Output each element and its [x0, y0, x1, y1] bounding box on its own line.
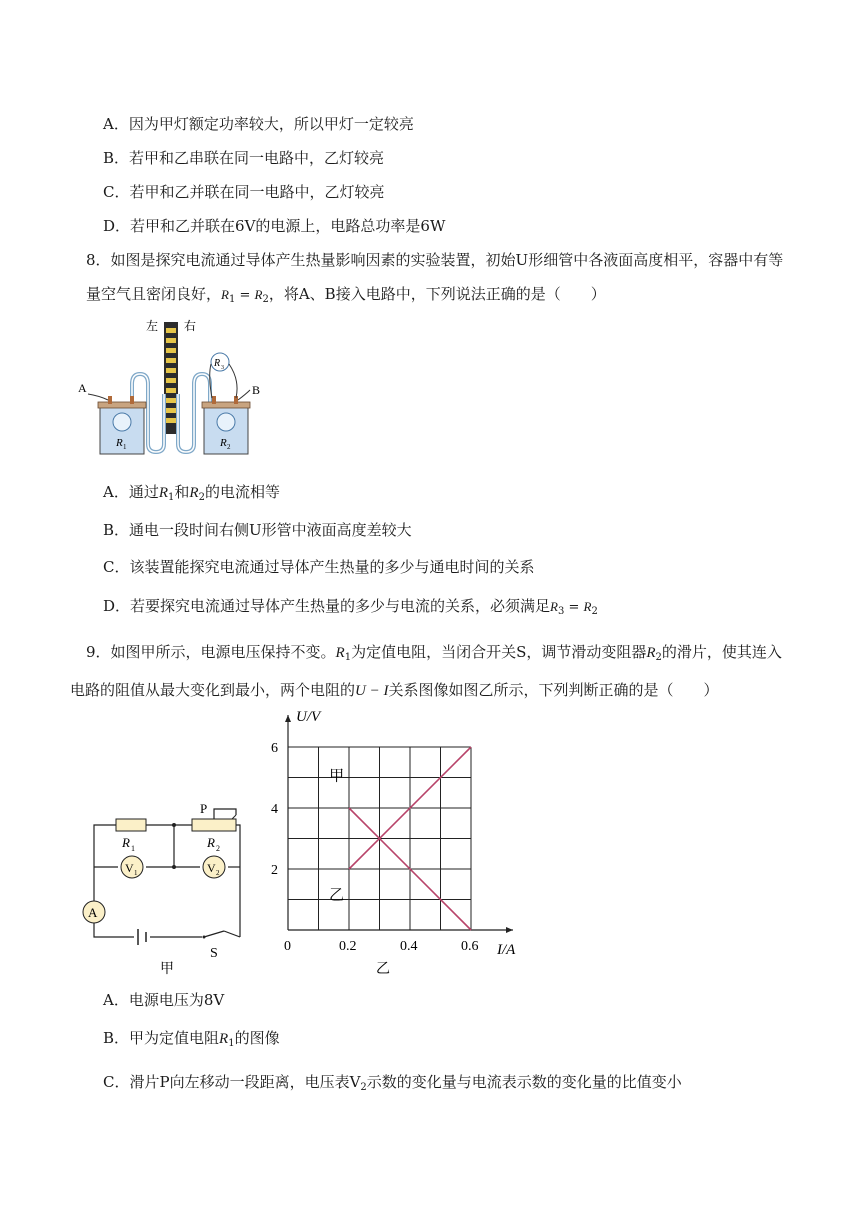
series-label: 乙 — [329, 887, 345, 904]
q9-stem-line1 — [86, 642, 782, 668]
label-v2-sub: 2 — [216, 869, 220, 877]
q9-option-b-post: 的图像 — [234, 1029, 280, 1047]
q8-option-a-r1: R — [158, 485, 169, 501]
x-axis-arrow — [506, 927, 513, 933]
x-axis-label: I/A — [497, 942, 516, 958]
r1-resistor — [116, 819, 146, 831]
q8-option-d — [103, 596, 598, 622]
label-r1: R — [116, 437, 123, 449]
r3-wire-right — [229, 364, 237, 398]
q9-stem-r2: R — [646, 645, 656, 661]
label-left: 左 — [146, 319, 159, 333]
q8-option-a-r1-sub: 1 — [168, 492, 175, 503]
q8-stem-line2-post: ，将A、B接入电路中，下列说法正确的是（ ） — [268, 285, 606, 303]
x-tick-label: 0.2 — [339, 939, 357, 954]
q7-option-b: B．若甲和乙串联在同一电路中，乙灯较亮 — [103, 149, 385, 167]
r2-coil — [217, 413, 235, 431]
q9-stem-r1: R — [335, 645, 345, 661]
q9-circuit-diagram — [74, 795, 274, 980]
r1-coil — [113, 413, 131, 431]
q9-stem-line2-pre: 电路的阻值从最大变化到最小，两个电阻的 — [70, 681, 356, 699]
q8-stem-line2 — [86, 284, 606, 310]
q9-stem-line2 — [70, 680, 718, 701]
q9-stem-r1-sub: 1 — [344, 652, 352, 663]
q9-stem-line1-post: 的滑片，使其连入 — [661, 643, 782, 661]
q7-option-d: D．若甲和乙并联在6V的电源上，电路总功率是6W — [103, 217, 446, 235]
eq-r2-sub: 2 — [262, 294, 269, 305]
label-r2: R — [207, 835, 215, 850]
label-r3: R — [214, 358, 221, 369]
right-lid — [202, 402, 250, 408]
q9-stem-line1-pre: 9．如图甲所示，电源电压保持不变。 — [86, 643, 336, 661]
y-tick-label: 4 — [271, 802, 278, 817]
q9-stem-ui: U − I — [355, 683, 389, 699]
label-v1: V — [125, 861, 134, 875]
q8-option-a-r2-sub: 2 — [198, 492, 205, 503]
eq-r2b-sub: 2 — [591, 606, 598, 617]
q8-option-a-post: 的电流相等 — [204, 483, 280, 501]
label-s: S — [210, 946, 218, 961]
eq-r2: R — [254, 287, 263, 302]
q8-option-a-r2: R — [189, 485, 199, 501]
q9-option-b-r1-sub: 1 — [228, 1038, 235, 1049]
left-lid — [98, 402, 146, 408]
label-r2: R — [220, 437, 227, 449]
q9-stem-line2-post: 关系图像如图乙所示，下列判断正确的是（ ） — [388, 681, 719, 699]
eq-r3-sub: 3 — [557, 606, 565, 617]
series-label: 甲 — [329, 768, 345, 785]
label-r2-sub: 2 — [227, 443, 231, 451]
lead-b — [238, 390, 250, 400]
x-tick-label: 0.4 — [400, 939, 418, 954]
q8-option-d-pre: D．若要探究电流通过导体产生热量的多少与电流的关系，必须满足 — [103, 597, 551, 615]
x-tick-label: 0.6 — [461, 939, 479, 954]
q9-option-a: A．电源电压为8V — [103, 991, 225, 1009]
q9-option-b-r1: R — [219, 1031, 229, 1047]
eq-r3: R — [550, 599, 558, 614]
y-axis-arrow — [285, 715, 291, 722]
q8-option-d-eq — [550, 600, 598, 615]
y-tick-label: 2 — [271, 863, 278, 878]
q9-option-c — [103, 1072, 682, 1098]
eq-r1-sub: 1 — [228, 294, 236, 305]
label-r1-sub: 1 — [131, 844, 135, 853]
q9-stem-r2-sub: 2 — [655, 652, 662, 663]
eq-r2b: R — [583, 599, 592, 614]
label-v1-sub: 1 — [134, 869, 138, 877]
q8-option-a — [103, 482, 280, 508]
label-b: B — [252, 383, 261, 397]
battery — [138, 929, 146, 945]
label-ammeter: A — [88, 905, 98, 920]
y-tick-label: 6 — [271, 741, 278, 756]
q7-option-c: C．若甲和乙并联在同一电路中，乙灯较亮 — [103, 183, 385, 201]
q8-option-a-mid: 和 — [174, 483, 190, 501]
lead-a — [88, 394, 108, 400]
q8-stem-line1: 8．如图是探究电流通过导体产生热量影响因素的实验装置，初始U形细管中各液面高度相平，容器中有等 — [86, 251, 784, 269]
junction-dot — [172, 865, 176, 869]
graph-axes — [285, 715, 513, 933]
circuit-caption: 甲 — [160, 962, 174, 977]
q9-option-c-post: 示数的变化量与电流表示数的变化量的比值变小 — [366, 1073, 682, 1091]
label-r3-sub: 3 — [221, 365, 224, 371]
label-r1: R — [122, 835, 130, 850]
graph-caption: 乙 — [376, 962, 390, 977]
q8-stem-line2-pre: 量空气且密闭良好， — [86, 285, 222, 303]
q9-option-b-pre: B．甲为定值电阻 — [103, 1029, 220, 1047]
q8-option-a-pre: A．通过 — [103, 483, 159, 501]
eq-op-2: = — [564, 600, 584, 615]
switch-lever — [204, 931, 224, 937]
slider-arrow — [232, 815, 236, 819]
x-tick-label: 0 — [284, 939, 291, 954]
q9-option-b — [103, 1028, 280, 1054]
q8-option-b: B．通电一段时间右侧U形管中液面高度差较大 — [103, 521, 412, 539]
q8-option-c: C．该装置能探究电流通过导体产生热量的多少与通电时间的关系 — [103, 558, 535, 576]
y-axis-label: U/V — [296, 710, 321, 725]
r2-rheostat — [192, 819, 236, 831]
q9-option-c-pre: C．滑片P向左移动一段距离，电压表V — [103, 1073, 361, 1091]
q9-stem-line1-mid: 为定值电阻，当闭合开关S，调节滑动变阻器 — [351, 643, 647, 661]
label-v2: V — [207, 861, 216, 875]
label-p: P — [200, 801, 208, 816]
q8-eq-r1-r2 — [221, 288, 269, 303]
label-right: 右 — [184, 319, 197, 333]
label-r2-sub: 2 — [216, 844, 220, 853]
q8-apparatus-figure — [74, 314, 274, 462]
eq-r1: R — [221, 287, 229, 302]
q9-option-c-sub: 2 — [360, 1082, 367, 1093]
junction-dot — [172, 823, 176, 827]
label-r1-sub: 1 — [123, 443, 127, 451]
q9-ui-graph — [270, 710, 530, 980]
eq-op: = — [235, 288, 255, 303]
q7-option-a: A．因为甲灯额定功率较大，所以甲灯一定较亮 — [103, 115, 414, 133]
label-a: A — [78, 381, 87, 395]
